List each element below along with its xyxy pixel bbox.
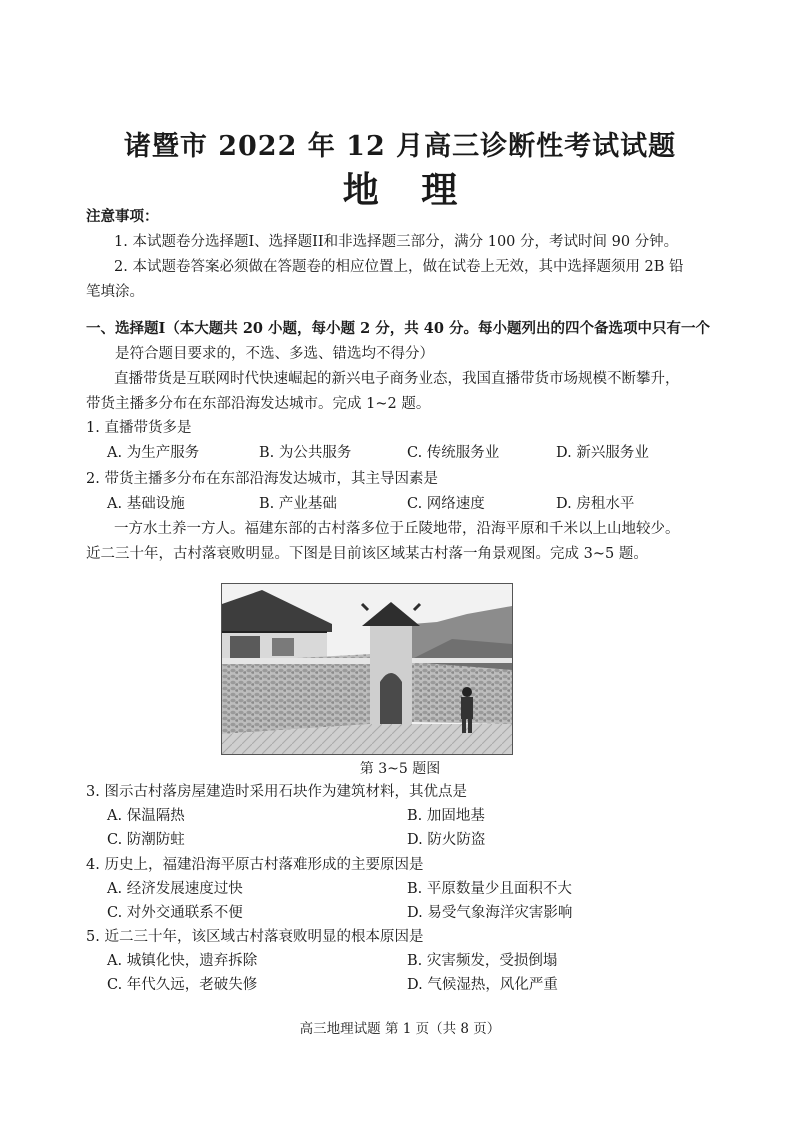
section-heading-text: 一、选择题I（本大题共 20 小题，每小题 2 分，共 40 分。每小题列出的四个备选项中只有一个 bbox=[86, 320, 711, 337]
question-option: B. 加固地基 bbox=[407, 808, 485, 824]
page-footer: 高三地理试题 第 1 页（共 8 页） bbox=[299, 1021, 501, 1037]
question-option: D. 易受气象海洋灾害影响 bbox=[407, 905, 573, 921]
section-heading-cont: 是符合题目要求的，不选、多选、错选均不得分） bbox=[115, 346, 434, 362]
question-option: A. 保温隔热 bbox=[107, 808, 185, 824]
exam-subject: 地 理 bbox=[342, 169, 458, 211]
figure-caption: 第 3~5 题图 bbox=[359, 761, 441, 777]
notes-item-2-cont: 笔填涂。 bbox=[86, 284, 144, 300]
question-option: A. 基础设施 bbox=[107, 496, 185, 512]
intro-1-cont: 带货主播多分布在东部沿海发达城市。完成 1~2 题。 bbox=[86, 396, 431, 412]
intro-1: 直播带货是互联网时代快速崛起的新兴电子商务业态，我国直播带货市场规模不断攀升， bbox=[114, 371, 680, 387]
intro-2: 一方水土养一方人。福建东部的古村落多位于丘陵地带，沿海平原和千米以上山地较少。 bbox=[114, 521, 680, 537]
question-option: C. 网络速度 bbox=[407, 496, 485, 512]
question-option: A. 城镇化快，遗弃拆除 bbox=[107, 953, 258, 969]
question-option: A. 为生产服务 bbox=[107, 445, 200, 461]
question-option: B. 灾害频发，受损倒塌 bbox=[407, 953, 558, 969]
question-option: C. 年代久远，老破失修 bbox=[107, 977, 258, 993]
notes-item-1: 1. 本试题卷分选择题I、选择题II和非选择题三部分，满分 100 分，考试时间 90 分钟。 bbox=[114, 234, 679, 250]
village-photo bbox=[221, 583, 513, 755]
question-stem: 4. 历史上，福建沿海平原古村落难形成的主要原因是 bbox=[86, 857, 424, 873]
question-stem: 1. 直播带货多是 bbox=[86, 420, 192, 436]
question-option: D. 防火防盗 bbox=[407, 832, 486, 848]
question-option: C. 对外交通联系不便 bbox=[107, 905, 243, 921]
notes-heading: 注意事项： bbox=[86, 208, 159, 225]
section-heading bbox=[86, 319, 710, 339]
exam-title: 诸暨市 2022 年 12 月高三诊断性考试试题 bbox=[123, 131, 677, 162]
question-option: C. 传统服务业 bbox=[407, 445, 500, 461]
notes-item-2: 2. 本试题卷答案必须做在答题卷的相应位置上，做在试卷上无效，其中选择题须用 2B 铅 bbox=[114, 259, 684, 275]
question-option: D. 新兴服务业 bbox=[556, 445, 649, 461]
question-option: A. 经济发展速度过快 bbox=[107, 881, 243, 897]
question-stem: 2. 带货主播多分布在东部沿海发达城市，其主导因素是 bbox=[86, 471, 438, 487]
question-option: B. 产业基础 bbox=[259, 496, 337, 512]
question-option: B. 平原数量少且面积不大 bbox=[407, 881, 572, 897]
question-option: C. 防潮防蛀 bbox=[107, 832, 185, 848]
intro-2-cont: 近二三十年，古村落衰败明显。下图是目前该区域某古村落一角景观图。完成 3~5 题。 bbox=[86, 546, 648, 562]
village-photo-illustration bbox=[222, 584, 512, 754]
question-stem: 5. 近二三十年，该区域古村落衰败明显的根本原因是 bbox=[86, 929, 424, 945]
question-option: D. 气候湿热，风化严重 bbox=[407, 977, 558, 993]
question-stem: 3. 图示古村落房屋建造时采用石块作为建筑材料，其优点是 bbox=[86, 784, 467, 800]
question-option: B. 为公共服务 bbox=[259, 445, 352, 461]
question-option: D. 房租水平 bbox=[556, 496, 635, 512]
